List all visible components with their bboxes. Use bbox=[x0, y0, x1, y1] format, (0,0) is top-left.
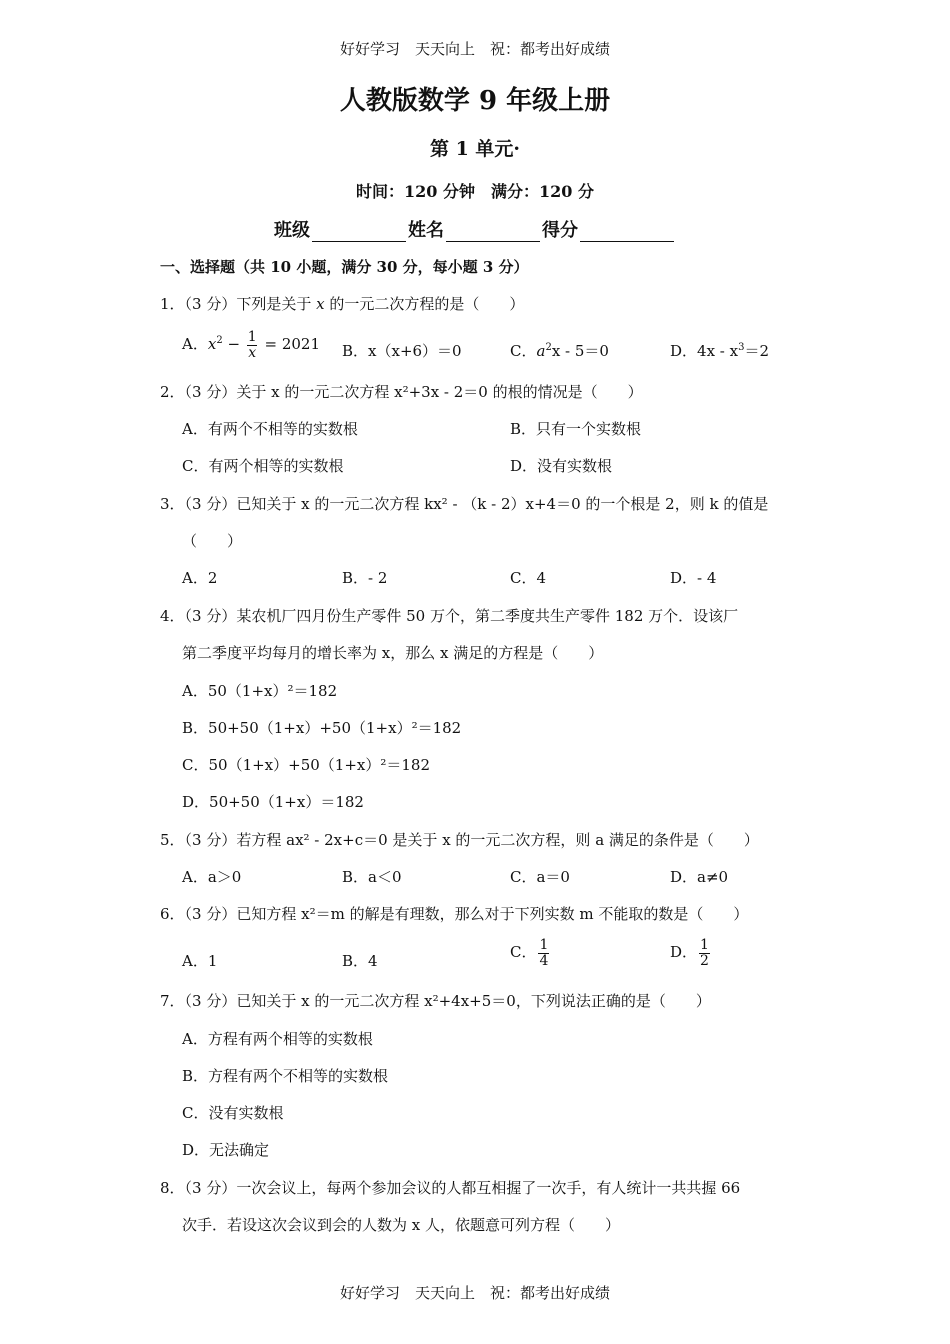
question-3-option-a: A．2 bbox=[182, 569, 218, 587]
score-label: 得分 bbox=[542, 220, 578, 241]
question-6-option-a: A．1 bbox=[182, 952, 218, 970]
question-3-option-d: D．- 4 bbox=[670, 569, 717, 587]
question-7-option-d: D．无法确定 bbox=[182, 1141, 270, 1159]
question-4-option-c: C．50（1+x）+50（1+x）²＝182 bbox=[182, 756, 431, 774]
question-5-option-c: C．a＝0 bbox=[510, 868, 570, 886]
document-title: 人教版数学 9 年级上册 bbox=[339, 86, 611, 116]
question-4-option-d: D．50+50（1+x）＝182 bbox=[182, 793, 364, 811]
question-2-option-b: B．只有一个实数根 bbox=[510, 420, 642, 438]
question-3-stem: 3．（3 分）已知关于 x 的一元二次方程 kx² - （k - 2）x+4＝0 的一个根是 2，则 k 的值是 bbox=[160, 495, 769, 513]
question-2-option-c: C．有两个相等的实数根 bbox=[182, 457, 344, 475]
question-7-option-b: B．方程有两个不相等的实数根 bbox=[182, 1067, 389, 1085]
question-2-option-d: D．没有实数根 bbox=[510, 457, 613, 475]
question-7-option-c: C．没有实数根 bbox=[182, 1104, 284, 1122]
question-2-stem: 2．（3 分）关于 x 的一元二次方程 x²+3x - 2＝0 的根的情况是（ ） bbox=[160, 383, 643, 401]
question-5-stem: 5．（3 分）若方程 ax² - 2x+c＝0 是关于 x 的一元二次方程，则 a 满足的条件是（ ） bbox=[160, 831, 759, 849]
section-title: 一、选择题（共 10 小题，满分 30 分，每小题 3 分） bbox=[160, 258, 529, 276]
name-blank bbox=[446, 223, 540, 242]
question-6-option-c: C． $\frac{1}{4}$ bbox=[510, 937, 549, 969]
question-2-option-a: A．有两个不相等的实数根 bbox=[182, 420, 358, 438]
question-4-stem-cont: 第二季度平均每月的增长率为 x，那么 x 满足的方程是（ ） bbox=[182, 644, 604, 662]
question-8-stem-cont: 次手．若设这次会议到会的人数为 x 人，依题意可列方程（ ） bbox=[182, 1216, 620, 1234]
question-4-option-a: A．50（1+x）²＝182 bbox=[182, 682, 338, 700]
footer-motto: 好好学习 天天向上 祝：都考出好成绩 bbox=[339, 1284, 610, 1302]
question-4-stem: 4．（3 分）某农机厂四月份生产零件 50 万个，第二季度共生产零件 182 万个．设该厂 bbox=[160, 607, 739, 625]
class-blank bbox=[312, 223, 406, 242]
question-5-option-d: D．a≠0 bbox=[670, 868, 729, 886]
class-label: 班级 bbox=[274, 220, 310, 241]
question-1-option-c: C．$a^2x - 5=0$ bbox=[510, 342, 609, 360]
question-6-option-d: D． $\frac{1}{2}$ bbox=[670, 937, 709, 969]
question-4-option-b: B．50+50（1+x）+50（1+x）²＝182 bbox=[182, 719, 462, 737]
question-8-stem: 8．（3 分）一次会议上，每两个参加会议的人都互相握了一次手，有人统计一共共握 66 bbox=[160, 1179, 741, 1197]
question-6-stem: 6．（3 分）已知方程 x²＝m 的解是有理数，那么对于下列实数 m 不能取的数是（ ） bbox=[160, 905, 749, 923]
question-1-stem: 1．（3 分）下列是关于 x 的一元二次方程的是（ ） bbox=[160, 295, 525, 313]
exam-info: 时间：120 分钟 满分：120 分 bbox=[356, 182, 594, 201]
question-1-option-d: D．$4x - x^3=2$ bbox=[670, 342, 770, 360]
document-subtitle: 第 1 单元· bbox=[429, 138, 521, 160]
score-blank bbox=[580, 223, 674, 242]
question-7-option-a: A．方程有两个相等的实数根 bbox=[182, 1030, 373, 1048]
question-6-option-b: B．4 bbox=[342, 952, 378, 970]
question-3-option-b: B．- 2 bbox=[342, 569, 388, 587]
question-5-option-a: A．a＞0 bbox=[182, 868, 242, 886]
question-3-stem-cont: （ ） bbox=[182, 532, 243, 550]
header-motto: 好好学习 天天向上 祝：都考出好成绩 bbox=[339, 40, 610, 58]
student-info bbox=[0, 216, 950, 242]
name-label: 姓名 bbox=[408, 220, 444, 241]
question-1-option-b: B．x（x+6）＝0 bbox=[342, 342, 462, 360]
question-3-option-c: C．4 bbox=[510, 569, 547, 587]
question-7-stem: 7．（3 分）已知关于 x 的一元二次方程 x²+4x+5＝0，下列说法正确的是（ ） bbox=[160, 992, 711, 1010]
question-1-option-a: A．$x^2$ − $\frac{1}{x}$ = 2021 bbox=[182, 329, 320, 361]
question-5-option-b: B．a＜0 bbox=[342, 868, 402, 886]
